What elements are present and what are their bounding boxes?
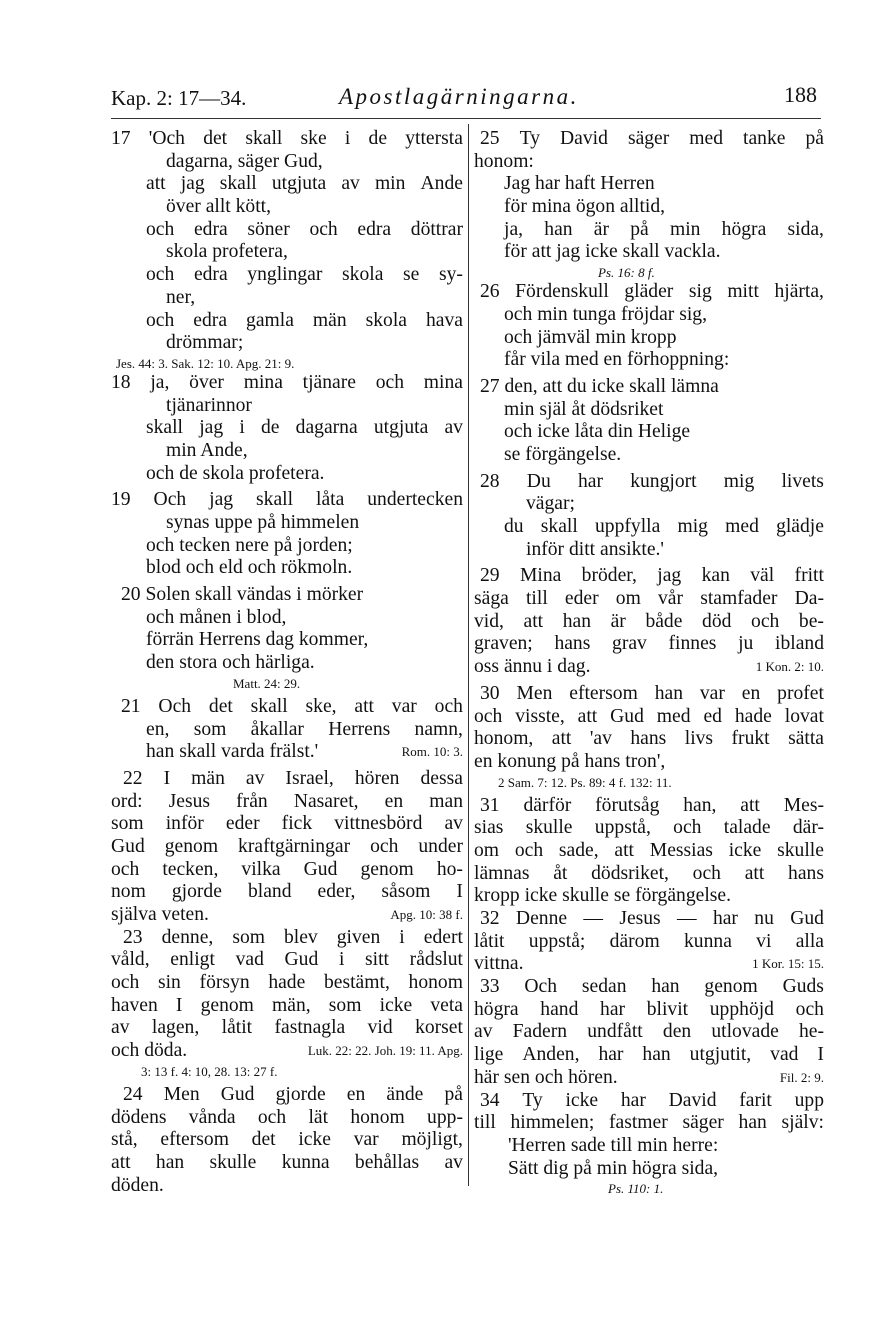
verse-32-cross-reference: 1 Kor. 15: 15. (752, 956, 824, 972)
verse-26-line-1: 26 Fördenskull gläder sig mitt hjärta, (480, 281, 824, 303)
verse-17-line-1: 17 'Och det skall ske i de yttersta (111, 128, 463, 149)
verse-27-line-4: se förgängelse. (504, 443, 622, 465)
verse-34-line-4: Sätt dig på min högra sida, (508, 1157, 719, 1179)
verse-20-cross-reference: Matt. 24: 29. (233, 675, 301, 691)
verse-20-line-3: förrän Herrens dag kommer, (146, 629, 369, 651)
verse-29-line-1: 29 Mina bröder, jag kan väl fritt (480, 565, 824, 587)
verse-31-line-1: 31 därför förutsåg han, att Mes- (480, 794, 824, 816)
verse-23-line-5: av lagen, låtit fastnagla vid korset (111, 1017, 463, 1039)
verse-32-line-1: 32 Denne — Jesus — har nu Gud (480, 908, 824, 929)
verse-22-line-4: Gud genom kraftgärningar och under (111, 835, 463, 857)
verse-25-line-6: för att jag icke skall vackla. (504, 241, 721, 263)
verse-21-text: han skall varda frälst.' (146, 741, 319, 763)
verse-27-line-2: min själ åt dödsriket (504, 398, 664, 420)
verse-18-line-2: tjänarinnor (166, 394, 252, 416)
verse-23-cross-reference-b: 3: 13 f. 4: 10, 28. 13: 27 f. (141, 1063, 278, 1079)
verse-29-text: oss ännu i dag. (474, 656, 591, 678)
verse-30-line-2: och visste, att Gud med ed hade lovat (474, 705, 824, 727)
verse-20-line-4: den stora och härliga. (146, 652, 315, 674)
verse-22-line-6: nom gjorde bland eder, såsom I (111, 881, 463, 903)
verse-17-line-8: ner, (166, 286, 196, 308)
verse-17-line-7: och edra ynglingar skola se sy- (146, 264, 463, 286)
verse-19-line-1: 19 Och jag skall låta undertecken (111, 489, 463, 511)
page-number: 188 (784, 82, 817, 107)
verse-21-line-2: en, som åkallar Herrens namn, (146, 718, 463, 740)
verse-29-line-5 (474, 656, 824, 679)
verse-24-line-1: 24 Men Gud gjorde en ände på (123, 1083, 463, 1105)
verse-30-line-3: honom, att 'av hans livs frukt sätta (474, 728, 824, 750)
verse-25-line-2: honom: (474, 150, 534, 172)
verse-23-line-4: haven I genom män, som icke veta (111, 994, 463, 1016)
verse-18-line-1: 18 ja, över mina tjänare och mina (111, 371, 463, 393)
verse-17-line-5: och edra söner och edra döttrar (146, 218, 463, 240)
verse-17-line-3: att jag skall utgjuta av min Ande (146, 173, 463, 195)
verse-21-cross-reference: Rom. 10: 3. (401, 744, 463, 760)
verse-34-line-2: till himmelen; fastmer säger han själv: (474, 1112, 824, 1134)
verse-31-line-3: om och sade, att Messias icke skulle (474, 839, 824, 861)
verse-33-cross-reference: Fil. 2: 9. (779, 1069, 824, 1085)
verse-23-line-3: och sin försyn hade bestämt, honom (111, 972, 463, 994)
verse-33-line-4: lige Anden, har han utgjutit, vad I (474, 1044, 824, 1066)
verse-34-line-1: 34 Ty icke har David farit upp (480, 1089, 824, 1111)
verse-26-line-3: och jämväl min kropp (504, 326, 677, 348)
verse-22-cross-reference: Apg. 10: 38 f. (390, 907, 463, 922)
verse-23-cross-reference-a: Luk. 22: 22. Joh. 19: 11. Apg. (307, 1043, 463, 1059)
verse-30-line-4: en konung på hans tron', (474, 750, 666, 772)
verse-26-line-2: och min tunga fröjdar sig, (504, 303, 707, 325)
verse-23-line-2: våld, enligt vad Gud i sitt rådslut (111, 949, 463, 971)
verse-22-line-5: och tecken, vilka Gud genom ho- (111, 858, 463, 880)
verse-33-line-1: 33 Och sedan han genom Guds (480, 976, 824, 998)
verse-24-line-4: att han skulle kunna behållas av (111, 1151, 463, 1173)
verse-22-line-1: 22 I män av Israel, hören dessa (123, 767, 463, 789)
verse-28-line-2: vägar; (526, 493, 575, 515)
verse-30-line-1: 30 Men eftersom han var en profet (480, 682, 824, 704)
verse-28-line-3: du skall uppfylla mig med glädje (504, 516, 824, 537)
verse-25-line-4: för mina ögon alltid, (504, 196, 666, 218)
verse-23-line-1: 23 denne, som blev given i edert (123, 926, 463, 948)
column-divider (468, 124, 469, 1186)
verse-27-line-1: 27 den, att du icke skall lämna (480, 375, 719, 397)
verse-20-line-1: 20 Solen skall vändas i mörker (121, 584, 364, 606)
verse-22-line-3: som inför eder fick vittnesbörd av (111, 813, 463, 835)
verse-33-text: här sen och hören. (474, 1066, 618, 1088)
verse-28-line-1: 28 Du har kungjort mig livets (480, 470, 824, 492)
verse-34-cross-reference: Ps. 110: 1. (608, 1181, 664, 1197)
verse-20-line-2: och månen i blod, (146, 606, 287, 628)
verse-22-line-2: ord: Jesus från Nasaret, en man (111, 790, 463, 812)
chapter-reference: Kap. 2: 17—34. (111, 86, 247, 110)
verse-32-line-3 (474, 953, 824, 976)
verse-25-cross-reference: Ps. 16: 8 f. (598, 265, 655, 281)
right-column (474, 128, 824, 1197)
verse-17-line-2: dagarna, säger Gud, (166, 150, 323, 172)
verse-19-line-3: och tecken nere på jorden; (146, 534, 353, 556)
verse-34-line-3: 'Herren sade till min herre: (508, 1134, 719, 1156)
book-title: Apostlagärningarna. (339, 84, 579, 109)
verse-25-line-1: 25 Ty David säger med tanke på (480, 128, 824, 149)
verse-24-line-5: döden. (111, 1174, 164, 1196)
verse-22-text: själva veten. (111, 904, 209, 925)
verse-18-line-3: skall jag i de dagarna utgjuta av (146, 417, 463, 439)
left-column (111, 128, 463, 1197)
verse-21-line-3 (111, 741, 463, 764)
verse-17-cross-reference: Jes. 44: 3. Sak. 12: 10. Apg. 21: 9. (116, 355, 295, 371)
verse-23-text: och döda. (111, 1040, 188, 1062)
verse-24-line-2: dödens vånda och lät honom upp- (111, 1106, 463, 1128)
verse-26-line-4: får vila med en förhoppning: (504, 349, 730, 371)
verse-33-line-2: högra hand har blivit upphöjd och (474, 998, 824, 1020)
verse-30-cross-reference: 2 Sam. 7: 12. Ps. 89: 4 f. 132: 11. (498, 774, 672, 790)
verse-29-line-2: säga till eder om vår stamfader Da- (474, 588, 824, 610)
verse-22-line-7 (111, 904, 463, 927)
verse-18-line-5: och de skola profetera. (146, 462, 325, 484)
verse-17-line-10: drömmar; (166, 332, 244, 354)
verse-27-line-3: och icke låta din Helige (504, 421, 691, 443)
verse-31-line-4: lämnas åt dödsriket, och att hans (474, 862, 824, 884)
verse-29-line-4: graven; hans grav finnes ju ibland (474, 633, 824, 655)
verse-19-line-2: synas uppe på himmelen (166, 512, 360, 533)
verse-18-line-4: min Ande, (166, 439, 248, 461)
verse-31-line-2: sias skulle uppstå, och talade där- (474, 817, 824, 839)
running-header (111, 84, 821, 119)
verse-19-line-4: blod och eld och rökmoln. (146, 557, 353, 579)
verse-17-line-4: över allt kött, (166, 196, 272, 218)
verse-25-line-5: ja, han är på min högra sida, (504, 218, 824, 240)
verse-33-line-3: av Fadern undfått den utlovade he- (474, 1021, 824, 1043)
verse-29-line-3: vid, att han är både död och be- (474, 610, 824, 632)
verse-23-line-6 (111, 1040, 463, 1063)
verse-24-line-3: stå, eftersom det icke var möjligt, (111, 1129, 463, 1151)
verse-32-text: vittna. (474, 953, 524, 975)
verse-29-cross-reference: 1 Kon. 2: 10. (755, 659, 824, 675)
verse-21-line-1: 21 Och det skall ske, att var och (121, 695, 463, 717)
verse-28-line-4: inför ditt ansikte.' (526, 538, 664, 560)
verse-31-line-5: kropp icke skulle se förgängelse. (474, 885, 732, 907)
verse-33-line-5 (474, 1067, 824, 1090)
verse-17-line-9: och edra gamla män skola hava (146, 309, 463, 331)
verse-32-line-2: låtit uppstå; därom kunna vi alla (474, 930, 824, 952)
verse-25-line-3: Jag har haft Herren (504, 173, 655, 195)
verse-17-line-6: skola profetera, (166, 241, 288, 263)
